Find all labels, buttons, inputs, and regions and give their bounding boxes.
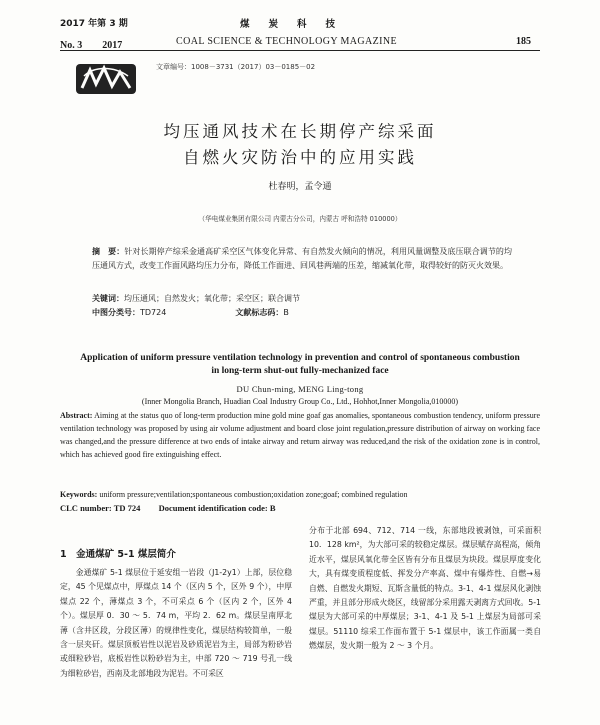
header-rule <box>60 50 540 51</box>
keywords-en <box>60 490 540 499</box>
journal-logo-icon <box>74 60 138 98</box>
issue-en: No. 3 2017 <box>60 40 123 51</box>
authors-en: DU Chun-ming, MENG Ling-tong <box>236 384 364 394</box>
classification-cn <box>92 306 522 320</box>
doc-code-en-label: Document identification code: <box>158 503 268 513</box>
clc-cn-value: TD724 <box>140 308 167 317</box>
abstract-en <box>60 409 540 461</box>
keywords-cn-label: 关键词： <box>92 294 124 303</box>
clc-en-value: TD 724 <box>111 503 141 513</box>
body-column-left: 金通煤矿 5-1 煤层位于延安组一岩段（J1-2y1）上部，层位稳定，45 个见煤点中，厚煤点 14 个（区内 5 个，区外 9 个），中厚煤点 22 个，薄煤点 3 个，不可采点 6 个（区内 2 个，区外 4 个）。煤层厚 0．30 ～ 5．74 m，平均 2．62 m。煤层呈南厚北薄（含井区段，分段区薄）的规律性变化，煤层结构较简单，一般含一层夹矸。煤层顶板岩性以泥岩及砂质泥岩为主，局部为粉砂岩或细粒砂岩，底板岩性以粉砂岩为主，中部 720 ～ 719 号孔一线为细粒砂岩，西南及北部地段为泥岩。不可采区 <box>60 568 292 678</box>
keywords-en-text: uniform pressure;ventilation;spontaneous combustion;oxidation zone;goaf; combined regulation <box>97 490 408 499</box>
keywords-cn <box>92 292 522 306</box>
clc-cn-label: 中图分类号： <box>92 308 140 317</box>
abstract-cn-label: 摘 要： <box>92 247 125 256</box>
journal-cn: 煤 炭 科 技 <box>240 19 336 30</box>
clc-en-label: CLC number: <box>60 503 112 513</box>
abstract-cn <box>92 245 512 272</box>
authors-cn: 杜春明，孟令通 <box>268 182 332 192</box>
doc-code-en-value: B <box>267 503 276 513</box>
title-cn-line-2: 自燃火灾防治中的应用实践 <box>183 148 417 167</box>
abstract-cn-text: 针对长期停产综采金通高矿采空区气体变化异常、有自然发火倾向的情况，利用风量调整及底压联合调节的均压通风方式，改变工作面风路均压力分布，降低工作面进、回风巷两端的压差，缩减氧化带，取得较好的防灭火效果。 <box>92 247 513 270</box>
page-number: 185 <box>516 36 531 47</box>
issue-cn: 2017 年第 3 期 <box>60 19 128 29</box>
affiliation-en: (Inner Mongolia Branch, Huadian Coal Industry Group Co., Ltd., Hohhot,Inner Mongolia,010000) <box>141 397 459 406</box>
clc-en <box>60 503 540 513</box>
keywords-en-label: Keywords: <box>60 490 98 499</box>
abstract-en-label: Abstract: <box>60 411 93 420</box>
affiliation-cn: （华电煤业集团有限公司 内蒙古分公司，内蒙古 呼和浩特 010000） <box>198 215 402 223</box>
journal-en: COAL SCIENCE & TECHNOLOGY MAGAZINE <box>176 36 397 47</box>
keywords-cn-text: 均压通风；自然发火；氧化带；采空区；联合调节 <box>124 294 300 303</box>
abstract-en-text: Aiming at the status quo of long-term production mine gold mine goaf gas anomalies, spontaneous combustion tendency, uniform pressure ventilation technology was proposed by using air volume adjustment and board close joint regulation,pressure distribution of airway on working face was changed,and the pressure difference at two ends of intake airway and return airway was reduced,and the risk of the oxidation zone is in control, which has achieved good fire extinguishing effect. <box>60 411 540 459</box>
doc-code-cn-label: 文献标志码： <box>235 308 284 317</box>
body-column-right: 分布于北部 694、712、714 一线，东部地段被剥蚀，可采面积 10．128 km²，为大部可采的较稳定煤层。煤层赋存高程高，倾角近水平，煤层风氧化带全区皆有分布且煤层为块段。煤层厚度变化大，具有煤变质程度低、挥发分产率高、煤中有爆炸性、自燃→易自燃、自燃发火期短、瓦斯含量低的特点。3-1、4-1 煤层风化剥蚀严重，并且部分形成火烧区，线留部分采用露天剥离方式回收。5-1 煤层为大部可采的中厚煤层；3-1、4-1 及 5-1 上煤层为局部可采煤层。51110 综采工作面布置于 5-1 煤层中，该工作面属一类自燃煤层，发火期一般为 2 ～ 3 个月。 <box>309 526 541 651</box>
title-en: Application of uniform pressure ventilation technology in prevention and control of spontaneous combustion in long-term shut-out fully-mechanized face <box>80 353 520 376</box>
article-number: 文章编号：1008－3731（2017）03－0185－02 <box>156 63 316 71</box>
title-cn-line-1: 均压通风技术在长期停产综采面 <box>163 122 437 141</box>
doc-code-cn-value: B <box>283 308 289 317</box>
section-1-title: 1 金通煤矿 5-1 煤层简介 <box>60 549 176 560</box>
